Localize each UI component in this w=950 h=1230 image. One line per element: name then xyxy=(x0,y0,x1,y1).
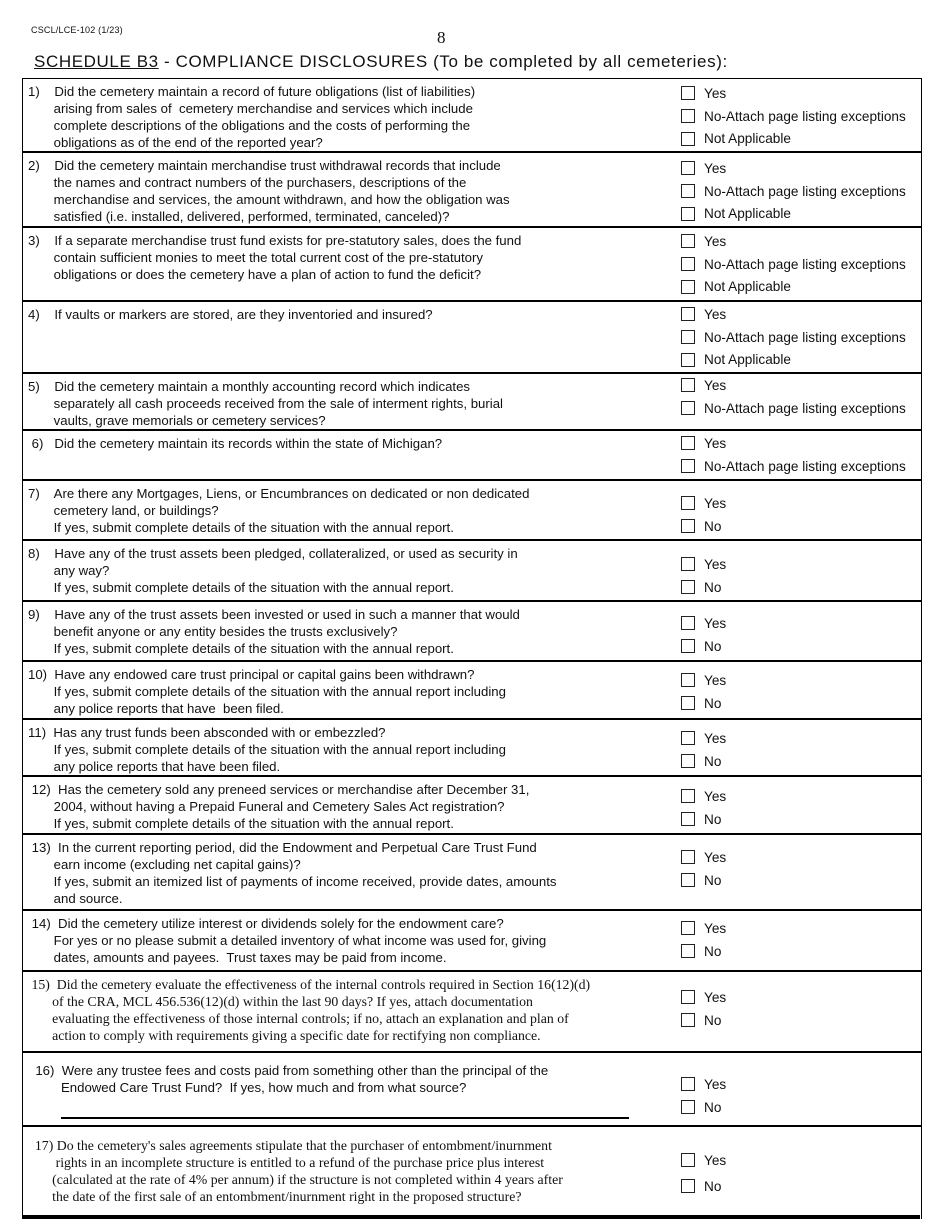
option-no[interactable] xyxy=(681,397,906,420)
question-row-17 xyxy=(23,1127,921,1219)
question-line: If yes, submit complete details of the situation with the annual report. xyxy=(28,580,454,595)
answer-options xyxy=(681,432,906,478)
question-text xyxy=(28,724,506,775)
question-line: the date of the first sale of an entombment/inurnment right in the proposed structure? xyxy=(28,1189,522,1204)
option-no[interactable] xyxy=(681,869,726,892)
option-label: No xyxy=(704,1099,722,1115)
option-no[interactable] xyxy=(681,105,906,128)
question-line: 15) Did the cemetery evaluate the effectiveness of the internal controls required in Section 16(12)(d) xyxy=(28,977,591,992)
option-no[interactable] xyxy=(681,635,726,658)
question-line: Endowed Care Trust Fund? If yes, how much and from what source? xyxy=(28,1080,467,1095)
form-code: CSCL/LCE-102 (1/23) xyxy=(31,25,123,35)
option-yes[interactable] xyxy=(681,612,726,635)
option-yes[interactable] xyxy=(681,82,906,105)
checkbox[interactable] xyxy=(681,1100,695,1114)
disclosure-table xyxy=(22,78,922,1219)
option-yes[interactable] xyxy=(681,1147,726,1173)
question-line: any police reports that have been filed. xyxy=(28,759,281,774)
option-label: No xyxy=(704,811,722,827)
answer-options xyxy=(681,917,726,963)
option-label: No-Attach page listing exceptions xyxy=(704,108,906,124)
question-row-10 xyxy=(23,662,921,720)
question-line: complete descriptions of the obligations and the costs of performing the xyxy=(28,118,471,133)
question-text xyxy=(28,1062,548,1096)
question-line: of the CRA, MCL 456.536(12)(d) within the last 90 days? If yes, attach documentation xyxy=(28,994,533,1009)
checkbox[interactable] xyxy=(681,580,695,594)
answer-options xyxy=(681,1147,726,1199)
question-line: any way? xyxy=(28,563,110,578)
option-no[interactable] xyxy=(681,808,726,831)
option-label: No-Attach page listing exceptions xyxy=(704,400,906,416)
checkbox[interactable] xyxy=(681,307,695,321)
question-text xyxy=(28,232,521,283)
question-row-5 xyxy=(23,374,921,431)
checkbox[interactable] xyxy=(681,616,695,630)
question-line: any police reports that have been filed. xyxy=(28,701,284,716)
question-line: vaults, grave memorials or cemetery services? xyxy=(28,413,326,428)
question-line: If yes, submit complete details of the situation with the annual report including xyxy=(28,684,506,699)
question-row-8 xyxy=(23,541,921,602)
question-line: and source. xyxy=(28,891,123,906)
schedule-title-text: - COMPLIANCE DISCLOSURES (To be completed by all cemeteries): xyxy=(158,52,728,71)
question-line: evaluating the effectiveness of those internal controls; if no, attach an explanation and plan of xyxy=(28,1011,569,1026)
question-line: If yes, submit complete details of the situation with the annual report. xyxy=(28,641,454,656)
question-row-12 xyxy=(23,777,921,835)
question-row-1 xyxy=(23,79,921,153)
question-line: obligations as of the end of the reported year? xyxy=(28,135,323,150)
option-no[interactable] xyxy=(681,1173,726,1199)
question-line: cemetery land, or buildings? xyxy=(28,503,219,518)
question-row-13 xyxy=(23,835,921,911)
option-label: Yes xyxy=(704,849,727,865)
question-row-11 xyxy=(23,720,921,777)
question-line: 14) Did the cemetery utilize interest or dividends solely for the endowment care? xyxy=(28,916,504,931)
checkbox[interactable] xyxy=(681,731,695,745)
option-yes[interactable] xyxy=(681,986,726,1009)
answer-options xyxy=(681,553,726,599)
option-label: Not Applicable xyxy=(704,206,791,222)
question-line: earn income (excluding net capital gains)? xyxy=(28,857,301,872)
option-label: No-Attach page listing exceptions xyxy=(704,458,906,474)
answer-options xyxy=(681,82,906,150)
question-text xyxy=(28,781,529,832)
option-yes[interactable] xyxy=(681,553,726,576)
option-label: Yes xyxy=(704,1152,727,1168)
option-no[interactable] xyxy=(681,1009,726,1032)
checkbox[interactable] xyxy=(681,257,695,271)
option-yes[interactable] xyxy=(681,230,906,253)
question-line: If yes, submit complete details of the situation with the annual report. xyxy=(28,816,454,831)
question-line: 8) Have any of the trust assets been pledged, collateralized, or used as security in xyxy=(28,546,518,561)
question-text xyxy=(28,666,506,717)
option-label: No xyxy=(704,943,722,959)
option-yes[interactable] xyxy=(681,785,726,808)
checkbox[interactable] xyxy=(681,234,695,248)
checkbox[interactable] xyxy=(681,1013,695,1027)
option-no[interactable] xyxy=(681,692,726,715)
question-line: If yes, submit complete details of the situation with the annual report. xyxy=(28,520,454,535)
option-label: Yes xyxy=(704,233,727,249)
option-label: No xyxy=(704,1012,722,1028)
checkbox[interactable] xyxy=(681,207,695,221)
option-yes[interactable] xyxy=(681,432,906,455)
checkbox[interactable] xyxy=(681,161,695,175)
question-line: 1) Did the cemetery maintain a record of future obligations (list of liabilities) xyxy=(28,84,476,99)
answer-options xyxy=(681,785,726,831)
checkbox[interactable] xyxy=(681,557,695,571)
checkbox[interactable] xyxy=(681,754,695,768)
question-text xyxy=(28,606,520,657)
answer-options xyxy=(681,492,726,538)
question-text xyxy=(28,435,442,452)
question-line: 2) Did the cemetery maintain merchandise trust withdrawal records that include xyxy=(28,158,501,173)
checkbox[interactable] xyxy=(681,921,695,935)
option-label: Yes xyxy=(704,615,727,631)
option-label: Yes xyxy=(704,306,727,322)
question-line: 13) In the current reporting period, did the Endowment and Perpetual Care Trust Fund xyxy=(28,840,537,855)
question-line: dates, amounts and payees. Trust taxes may be paid from income. xyxy=(28,950,447,965)
option-label: Yes xyxy=(704,556,727,572)
question-row-9 xyxy=(23,602,921,662)
question-text xyxy=(28,1137,563,1205)
checkbox[interactable] xyxy=(681,850,695,864)
question-line: benefit anyone or any entity besides the trusts exclusively? xyxy=(28,624,398,639)
checkbox[interactable] xyxy=(681,1153,695,1167)
checkbox[interactable] xyxy=(681,519,695,533)
question-line: action to comply with requirements giving a specific date for rectifying non compliance. xyxy=(28,1028,541,1043)
checkbox[interactable] xyxy=(681,1179,695,1193)
question-line: 5) Did the cemetery maintain a monthly accounting record which indicates xyxy=(28,379,470,394)
checkbox[interactable] xyxy=(681,789,695,803)
option-yes[interactable] xyxy=(681,669,726,692)
checkbox[interactable] xyxy=(681,990,695,1004)
checkbox[interactable] xyxy=(681,132,695,146)
question-line: the names and contract numbers of the purchasers, descriptions of the xyxy=(28,175,467,190)
schedule-title xyxy=(34,52,728,72)
option-label: Yes xyxy=(704,160,727,176)
checkbox[interactable] xyxy=(681,812,695,826)
option-no[interactable] xyxy=(681,750,726,773)
option-label: No xyxy=(704,753,722,769)
answer-options xyxy=(681,612,726,658)
option-label: Yes xyxy=(704,495,727,511)
option-no[interactable] xyxy=(681,326,906,349)
option-yes[interactable] xyxy=(681,1073,726,1096)
question-line: rights in an incomplete structure is entitled to a refund of the purchase price plus interest xyxy=(28,1155,545,1170)
question-row-6 xyxy=(23,431,921,481)
question-line: 16) Were any trustee fees and costs paid from something other than the principal of the xyxy=(28,1063,549,1078)
question-text xyxy=(28,485,529,536)
checkbox[interactable] xyxy=(681,184,695,198)
option-yes[interactable] xyxy=(681,492,726,515)
question-text xyxy=(28,839,556,907)
question-row-14 xyxy=(23,911,921,972)
option-label: No xyxy=(704,872,722,888)
option-yes[interactable] xyxy=(681,303,906,326)
checkbox[interactable] xyxy=(681,673,695,687)
checkbox[interactable] xyxy=(681,401,695,415)
checkbox[interactable] xyxy=(681,109,695,123)
page-number: 8 xyxy=(437,28,446,47)
question-line: 3) If a separate merchandise trust fund exists for pre-statutory sales, does the fund xyxy=(28,233,522,248)
checkbox[interactable] xyxy=(681,330,695,344)
answer-options xyxy=(681,230,906,298)
answer-options xyxy=(681,303,906,371)
option-label: Not Applicable xyxy=(704,279,791,295)
option-label: No-Attach page listing exceptions xyxy=(704,329,906,345)
option-label: No xyxy=(704,1178,722,1194)
question-row-3 xyxy=(23,228,921,302)
option-yes[interactable] xyxy=(681,727,726,750)
checkbox[interactable] xyxy=(681,436,695,450)
option-label: No xyxy=(704,638,722,654)
question-line: 2004, without having a Prepaid Funeral and Cemetery Sales Act registration? xyxy=(28,799,505,814)
question-text xyxy=(28,915,546,966)
option-yes[interactable] xyxy=(681,846,726,869)
checkbox[interactable] xyxy=(681,1077,695,1091)
option-not-applicable[interactable] xyxy=(681,349,906,372)
checkbox[interactable] xyxy=(681,280,695,294)
answer-options xyxy=(681,727,726,773)
option-no[interactable] xyxy=(681,1096,726,1119)
option-label: Yes xyxy=(704,85,727,101)
checkbox[interactable] xyxy=(681,459,695,473)
option-label: No xyxy=(704,518,722,534)
option-label: Yes xyxy=(704,672,727,688)
question-line: 9) Have any of the trust assets been invested or used in such a manner that would xyxy=(28,607,520,622)
option-no[interactable] xyxy=(681,576,726,599)
checkbox[interactable] xyxy=(681,944,695,958)
option-no[interactable] xyxy=(681,180,906,203)
checkbox[interactable] xyxy=(681,696,695,710)
question-line: 10) Have any endowed care trust principal or capital gains been withdrawn? xyxy=(28,667,475,682)
question-line: merchandise and services, the amount withdrawn, and how the obligation was xyxy=(28,192,510,207)
question-text xyxy=(28,83,475,151)
question-line: arising from sales of cemetery merchandise and services which include xyxy=(28,101,473,116)
question-row-4 xyxy=(23,302,921,374)
question-line: 6) Did the cemetery maintain its records within the state of Michigan? xyxy=(28,436,443,451)
question-line: 4) If vaults or markers are stored, are they inventoried and insured? xyxy=(28,307,433,322)
checkbox[interactable] xyxy=(681,378,695,392)
checkbox[interactable] xyxy=(681,873,695,887)
question-text xyxy=(28,976,590,1044)
option-label: No-Attach page listing exceptions xyxy=(704,183,906,199)
option-label: Yes xyxy=(704,730,727,746)
question-line: If yes, submit complete details of the situation with the annual report including xyxy=(28,742,506,757)
checkbox[interactable] xyxy=(681,639,695,653)
option-no[interactable] xyxy=(681,455,906,478)
question-text xyxy=(28,378,503,429)
question-line: 17) Do the cemetery's sales agreements stipulate that the purchaser of entombment/inurnment xyxy=(28,1138,552,1153)
option-no[interactable] xyxy=(681,940,726,963)
option-label: Not Applicable xyxy=(704,352,791,368)
question-text xyxy=(28,306,433,323)
question-row-15 xyxy=(23,972,921,1053)
question-text xyxy=(28,157,510,225)
checkbox[interactable] xyxy=(681,86,695,100)
checkbox[interactable] xyxy=(681,353,695,367)
option-label: Yes xyxy=(704,1076,727,1092)
option-label: No xyxy=(704,579,722,595)
option-yes[interactable] xyxy=(681,157,906,180)
option-not-applicable[interactable] xyxy=(681,203,906,226)
option-label: No-Attach page listing exceptions xyxy=(704,256,906,272)
table-bottom-border xyxy=(22,1215,920,1219)
option-label: Yes xyxy=(704,435,727,451)
question-line: If yes, submit an itemized list of payments of income received, provide dates, amounts xyxy=(28,874,557,889)
option-label: Yes xyxy=(704,788,727,804)
option-label: Not Applicable xyxy=(704,131,791,147)
option-yes[interactable] xyxy=(681,917,726,940)
option-not-applicable[interactable] xyxy=(681,128,906,151)
question-line: separately all cash proceeds received from the sale of interment rights, burial xyxy=(28,396,503,411)
answer-options xyxy=(681,157,906,225)
option-label: No xyxy=(704,695,722,711)
option-label: Yes xyxy=(704,920,727,936)
answer-options xyxy=(681,669,726,715)
answer-options xyxy=(681,986,726,1032)
question-row-7 xyxy=(23,481,921,541)
question-line: contain sufficient monies to meet the total current cost of the pre-statutory xyxy=(28,250,483,265)
option-not-applicable[interactable] xyxy=(681,276,906,299)
option-label: Yes xyxy=(704,989,727,1005)
question-line: For yes or no please submit a detailed inventory of what income was used for, giving xyxy=(28,933,547,948)
option-no[interactable] xyxy=(681,253,906,276)
question-line: (calculated at the rate of 4% per annum) if the structure is not completed within 4 years after xyxy=(28,1172,563,1187)
option-yes[interactable] xyxy=(681,374,906,397)
schedule-title-label: SCHEDULE B3 xyxy=(34,52,159,71)
question-line: 12) Has the cemetery sold any preneed services or merchandise after December 31, xyxy=(28,782,530,797)
answer-line[interactable] xyxy=(61,1117,629,1119)
question-line: obligations or does the cemetery have a plan of action to fund the deficit? xyxy=(28,267,482,282)
question-line: 11) Has any trust funds been absconded with or embezzled? xyxy=(28,725,386,740)
answer-options xyxy=(681,846,726,892)
option-label: Yes xyxy=(704,377,727,393)
option-no[interactable] xyxy=(681,515,726,538)
question-line: satisfied (i.e. installed, delivered, performed, terminated, canceled)? xyxy=(28,209,450,224)
question-line: 7) Are there any Mortgages, Liens, or Encumbrances on dedicated or non dedicated xyxy=(28,486,530,501)
question-text xyxy=(28,545,518,596)
checkbox[interactable] xyxy=(681,496,695,510)
answer-options xyxy=(681,374,906,420)
answer-options xyxy=(681,1073,726,1119)
question-row-2 xyxy=(23,153,921,228)
question-row-16 xyxy=(23,1053,921,1127)
